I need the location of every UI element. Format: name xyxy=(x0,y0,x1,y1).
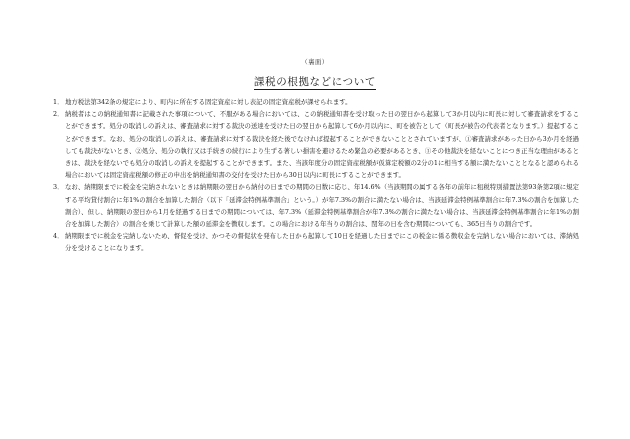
clause-number: 2． xyxy=(53,110,64,119)
clause-text: なお、納期限までに税金を完納されないときは納期限の翌日から納付の日までの期間の日数に応じ、年14.6%（当該期間の属する各年の前年に租税特別措置法第93条第2項に規定する平均貸付割合に年1%の割合を加算した割合（以下「延滞金特例基準割合」という。）が年7.3%の割合に満たない場合は、当該延滞金特例基準割合に年7.3%の割合を加算した割合）、但し、納期限の翌日から1月を経過する日までの期間については、年7.3%（延滞金特例基準割合が年7.3%の割合に満たない場合は、当該延滞金特例基準割合に年1%の割合を加算した割合）の割合を乗じて計算した額の延滞金を徴収します。この場合における年当りの割合は、閏年の日を含む期間についても、365日当りの割合です。 xyxy=(65,183,579,229)
clause-item xyxy=(53,96,579,108)
clause-text: 納期限までに税金を完納しないため、督促を受け、かつその督促状を発布した日から起算して10日を経過した日までにこの税金に係る徴収金を完納しない場合においては、滞納処分を受けることになります。 xyxy=(65,232,579,253)
clause-number: 1． xyxy=(53,98,64,106)
clause-number: 4． xyxy=(53,232,64,241)
document-title xyxy=(0,74,630,89)
clause-item xyxy=(53,230,579,254)
clause-item xyxy=(53,181,579,230)
page-side-label: （裏面） xyxy=(301,59,329,66)
clause-number: 3． xyxy=(53,183,64,192)
clause-item xyxy=(53,108,579,181)
clause-list xyxy=(53,96,579,255)
clause-text: 納税者はこの納税通知書に記載された事項について、不服がある場合においては、この納税通知書を受け取った日の翌日から起算して3か月以内に町長に対して審査請求をすることができます。処分の取消しの訴えは、審査請求に対する裁決の送達を受けた日の翌日から起算して6か月以内に、町を被告として（町長が被告の代表者となります。）提起することができます。なお、処分の取消しの訴えは、審査請求に対する裁決を経た後でなければ提起することができないこととされていますが、①審査請求があった日から3か月を経過しても裁決がないとき、②処分、処分の執行又は手続きの続行により生ずる著しい損害を避けるため緊急の必要があるとき、③その他裁決を経ないことにつき正当な理由があるときは、裁決を経ないでも処分の取消しの訴えを提起することができます。また、当該年度分の固定資産税額が仮算定税額の2分の1に相当する額に満たないこととなると認められる場合においては固定資産税額の修正の申出を納税通知書の交付を受けた日から30日以内に町長にすることができます。 xyxy=(65,110,579,180)
clause-text: 地方税法第342条の規定により、町内に所在する固定資産に対し表記の固定資産税が課せられます。 xyxy=(65,98,352,106)
document-title-text: 課税の根拠などについて xyxy=(254,76,376,88)
